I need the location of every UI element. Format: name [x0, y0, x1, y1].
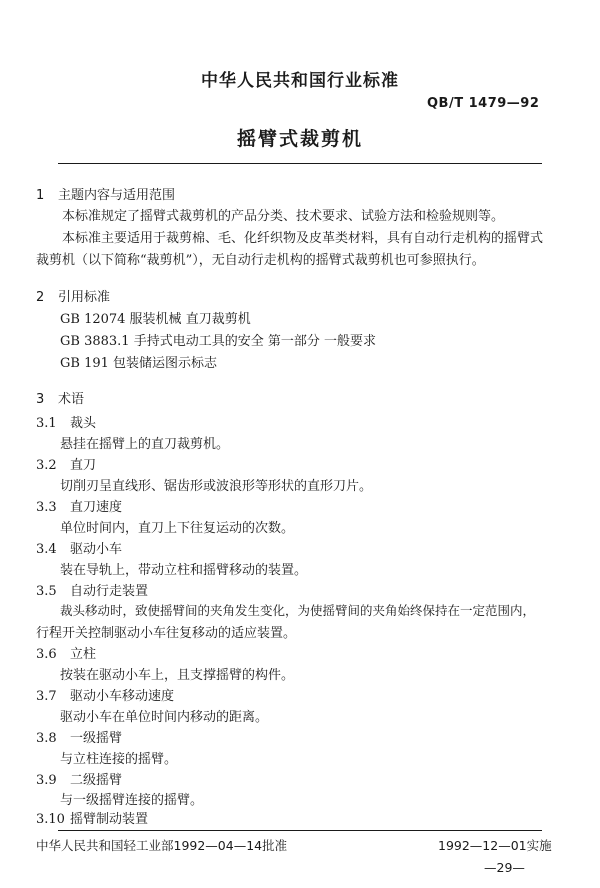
term-number: 3.6	[36, 647, 57, 662]
term-name: 二级摇臂	[70, 773, 123, 788]
term-number: 3.4	[36, 542, 57, 557]
section-2-heading	[36, 286, 110, 305]
reference-item: GB 191 包装储运图示标志	[60, 356, 218, 371]
section-title: 引用标准	[58, 290, 111, 305]
term-definition: 与一级摇臂连接的摇臂。	[60, 793, 204, 808]
term-name: 驱动小车	[70, 542, 123, 557]
standard-code: QB/T 1479—92	[427, 96, 540, 111]
term-definition: 单位时间内，直刀上下往复运动的次数。	[60, 521, 295, 536]
term-heading	[36, 808, 148, 827]
document-title: 摇臂式裁剪机	[236, 128, 363, 150]
section-1-paragraph-2: 本标准主要适用于裁剪棉、毛、化纤织物及皮革类材料，具有自动行走机构的摇臂式裁剪机（以下简称“裁剪机”），无自动行走机构的摇臂式裁剪机也可参照执行。	[36, 231, 544, 268]
term-name: 一级摇臂	[70, 731, 123, 746]
section-title: 术语	[58, 392, 85, 407]
term-definition: 裁头移动时，致使摇臂间的夹角发生变化，为使摇臂间的夹角始终保持在一定范围内，	[60, 603, 536, 618]
term-name: 自动行走装置	[70, 584, 149, 599]
term-name: 直刀	[70, 458, 97, 473]
reference-item: GB 12074 服装机械 直刀裁剪机	[60, 312, 251, 327]
term-heading	[36, 643, 96, 662]
standard-category: 中华人民共和国行业标准	[201, 71, 399, 91]
section-number: 1	[36, 188, 45, 203]
term-heading	[36, 412, 96, 431]
page-number: —29—	[484, 860, 525, 875]
term-number: 3.5	[36, 584, 57, 599]
term-definition-continued: 行程开关控制驱动小车往复移动的适应装置。	[36, 626, 297, 641]
section-1-paragraph-1: 本标准规定了摇臂式裁剪机的产品分类、技术要求、试验方法和检验规则等。	[62, 209, 505, 224]
term-name: 立柱	[70, 647, 97, 662]
footer-rule	[58, 830, 542, 831]
term-heading	[36, 580, 148, 599]
term-number: 3.3	[36, 500, 57, 515]
term-definition: 悬挂在摇臂上的直刀裁剪机。	[60, 437, 230, 452]
term-name: 驱动小车移动速度	[70, 689, 175, 704]
term-name: 摇臂制动装置	[70, 812, 149, 827]
term-number: 3.7	[36, 689, 57, 704]
approval-note: 中华人民共和国轻工业部1992—04—14批准	[36, 838, 288, 853]
term-name: 裁头	[70, 416, 97, 431]
section-number: 3	[36, 392, 45, 407]
term-heading	[36, 454, 96, 473]
term-name: 直刀速度	[70, 500, 123, 515]
header-rule	[58, 163, 542, 164]
section-3-heading	[36, 388, 84, 407]
term-definition: 与立柱连接的摇臂。	[60, 752, 178, 767]
term-heading	[36, 769, 122, 788]
term-heading	[36, 727, 122, 746]
term-definition: 装在导轨上，带动立柱和摇臂移动的装置。	[60, 563, 308, 578]
term-heading	[36, 496, 122, 515]
section-title: 主题内容与适用范围	[58, 188, 176, 203]
term-definition: 切削刃呈直线形、锯齿形或波浪形等形状的直形刀片。	[60, 479, 373, 494]
reference-item: GB 3883.1 手持式电动工具的安全 第一部分 一般要求	[60, 334, 376, 349]
term-number: 3.1	[36, 416, 57, 431]
term-definition: 按装在驱动小车上，且支撑摇臂的构件。	[60, 668, 295, 683]
term-number: 3.10	[36, 812, 65, 827]
term-heading	[36, 685, 174, 704]
term-number: 3.2	[36, 458, 57, 473]
term-definition: 驱动小车在单位时间内移动的距离。	[60, 710, 269, 725]
section-1-heading	[36, 184, 175, 203]
section-number: 2	[36, 290, 45, 305]
term-heading	[36, 538, 122, 557]
term-number: 3.8	[36, 731, 57, 746]
effective-date: 1992—12—01实施	[438, 838, 552, 853]
term-number: 3.9	[36, 773, 57, 788]
